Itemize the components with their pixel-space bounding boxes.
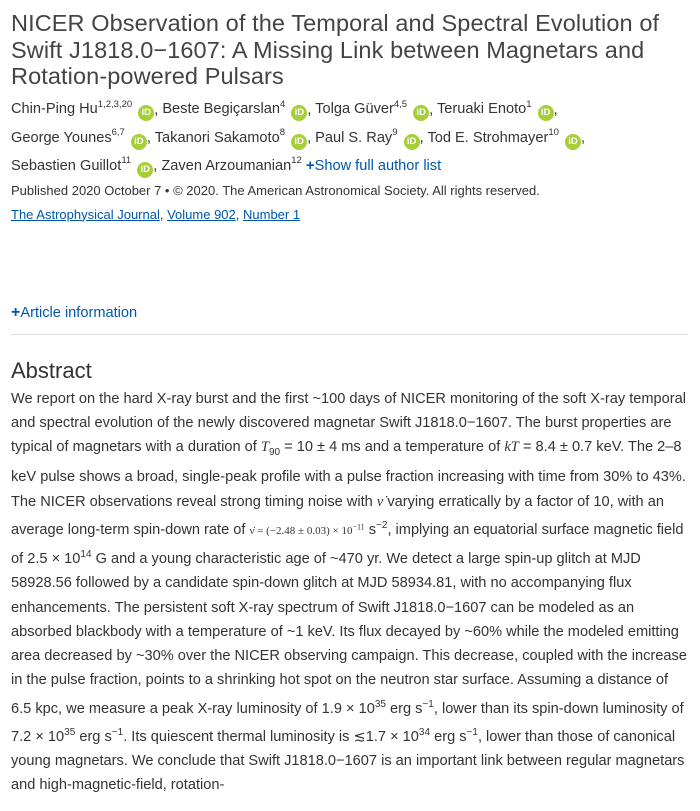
author-2[interactable]: [315, 98, 429, 119]
abstract-text: s: [364, 521, 377, 538]
article-title: NICER Observation of the Temporal and Spectral Evolution of Swift J1818.0−1607: A Missing Link between Magnetars and Rotation-powered Pulsars: [11, 10, 660, 89]
article-information-toggle[interactable]: [11, 304, 688, 322]
author-name: Paul S. Ray: [315, 129, 393, 146]
show-all-label: Show full author list: [314, 158, 442, 175]
abstract-heading: Abstract: [11, 357, 92, 383]
abstract-text: erg s: [430, 728, 467, 745]
abstract-text: , lower than those of canonical young magnetars. We conclude that Swift J1818.0−1607 is an important link between regular magnetars and high-magnetic-field, rotation-: [11, 728, 685, 794]
volume-link[interactable]: Volume 902: [167, 206, 236, 222]
author-6[interactable]: [315, 126, 419, 147]
affiliation-sup: 4: [279, 98, 286, 110]
abstract-text: erg s: [75, 728, 112, 745]
kt-value: = 8.4 ± 0.7 keV: [518, 439, 621, 456]
t90-value: = 10 ± 4 ms: [280, 439, 361, 456]
equation-text: ν̇ = (−2.48 ± 0.03) × 10: [249, 524, 353, 537]
exponent: −1: [111, 726, 124, 738]
author-name: Zaven Arzoumanian: [161, 158, 292, 175]
affiliation-sup: 12: [291, 155, 302, 167]
orcid-icon[interactable]: iD: [404, 134, 420, 150]
author-4[interactable]: [11, 126, 147, 147]
affiliation-sup: 1: [526, 98, 532, 110]
abstract-text: . Its quiescent thermal luminosity is ≲1.7 × 10: [123, 728, 419, 745]
affiliation-sup: 6,7: [111, 126, 125, 138]
author-name: Tolga Güver: [315, 101, 394, 118]
author-3[interactable]: [437, 98, 554, 119]
author-9[interactable]: [161, 155, 302, 175]
affiliation-sup: 4,5: [393, 98, 408, 110]
abstract-text: erg s: [385, 700, 423, 717]
t90-subscript: 90: [268, 447, 281, 459]
author-name: Teruaki Enoto: [437, 101, 527, 118]
journal-link[interactable]: The Astrophysical Journal: [11, 206, 160, 222]
abstract-text: G and a young characteristic age of ~470 yr. We detect a large spin-up glitch at MJD 58928.56 followed by a candidate spin-down glitch at MJD 58934.81, with no accompanying flux enhancements. The persistent soft X-ray spectrum of Swift J1818.0−1607 can be modeled as an absorbed blackbody with a temperature of ~1 keV. Its flux decayed by ~60% while the modeled emitting area decreased by ~30% over the NICER observing campaign. This decrease, coupled with the increase in the pulse fraction, points to a shrinking hot spot on the neutron star surface. Assuming a distance of 6.5 kpc, we measure a peak X-ray luminosity of 1.9 × 10: [11, 550, 687, 717]
author-7[interactable]: [427, 126, 581, 147]
author-5[interactable]: [154, 126, 307, 147]
exponent: 14: [80, 549, 92, 561]
author-8[interactable]: [11, 155, 153, 176]
t90-symbol: T: [260, 439, 269, 456]
number-link[interactable]: Number 1: [243, 206, 301, 222]
abstract-text: We report on the hard X-ray burst and the first ~100 days of NICER monitoring of the soft X-ray temporal and spectral evolution of the newly discovered magnetar Swift J1818.0−1607. The burst properties are typical of magnetars with a duration of: [11, 390, 687, 456]
affiliation-sup: 11: [121, 155, 132, 167]
author-name: Sebastien Guillot: [11, 158, 122, 175]
orcid-icon[interactable]: iD: [413, 105, 429, 121]
exponent: 35: [374, 698, 386, 710]
section-divider: [11, 334, 688, 335]
author-name: Takanori Sakamoto: [154, 129, 280, 146]
author-name: Tod E. Strohmayer: [427, 129, 549, 146]
affiliation-sup: 9: [392, 126, 398, 138]
abstract-paragraph: [11, 387, 688, 798]
published-line: Published 2020 October 7 • © 2020. The American Astronomical Society. All rights reserved.: [11, 182, 540, 198]
author-name: Chin-Ping Hu: [11, 101, 98, 118]
abstract-text: and a temperature of: [360, 439, 505, 456]
author-list: Chin-Ping Hu$^{1,2,3,20}$ iD , Beste Begiçarslan$^4$ iD , Tolga Güver$^{4,5}$ iD , Teruaki Enoto$^1$ iD , George Younes$^{6,7}$ iD , Takanori Sakamoto$^8$ iD , Paul S. Ray$^9$ iD , Tod E. Strohmayer$^{10}$ iD , Sebastien Guillot$^{11}$ iD , Zaven Arzoumanian$^{12}$ +Show full author list: [11, 94, 688, 179]
orcid-icon[interactable]: iD: [131, 134, 147, 150]
journal-citation: The Astrophysical Journal, Volume 902, Number 1: [11, 206, 301, 222]
spin-down-rate-equation: [249, 522, 365, 537]
kt-symbol: kT: [504, 439, 519, 456]
orcid-icon[interactable]: iD: [291, 105, 307, 121]
orcid-icon[interactable]: iD: [538, 105, 554, 121]
abstract-text: varying erratically by a factor of 10, with an average long-term spin-down rate of: [11, 493, 664, 538]
exponent: 34: [418, 726, 431, 738]
abstract-text: , implying an equatorial surface magnetic field of 2.5 × 10: [11, 521, 684, 567]
exponent: −1: [422, 698, 434, 710]
abstract-text: , lower than its spin-down luminosity of 7.2 × 10: [11, 700, 684, 745]
abstract-body: [11, 387, 688, 798]
plus-icon: +: [11, 303, 21, 321]
author-0[interactable]: [11, 98, 154, 119]
nudot-symbol: ν̇: [376, 493, 384, 510]
orcid-icon[interactable]: iD: [137, 162, 153, 178]
affiliation-sup: 1,2,3,20: [97, 98, 133, 110]
exponent: 35: [64, 726, 76, 738]
equation-exponent: −11: [352, 522, 365, 532]
author-1[interactable]: [162, 98, 307, 119]
affiliation-sup: 10: [548, 126, 559, 138]
exponent: −1: [466, 726, 478, 738]
orcid-icon[interactable]: iD: [291, 134, 307, 150]
plus-icon: +: [305, 157, 315, 175]
author-name: Beste Begiçarslan: [162, 101, 280, 118]
article-info-label: Article information: [20, 304, 138, 321]
abstract-text: . The 2–8 keV pulse shows a broad, single-peak profile with a pulse fraction increasing with time from 30% to 43%. The NICER observations reveal strong timing noise with: [11, 439, 686, 510]
affiliation-sup: 8: [279, 126, 285, 138]
author-name: George Younes: [11, 129, 112, 146]
show-full-author-list-link[interactable]: [306, 158, 441, 174]
orcid-icon[interactable]: iD: [138, 105, 154, 121]
exponent: −2: [376, 519, 388, 531]
orcid-icon[interactable]: iD: [565, 134, 581, 150]
